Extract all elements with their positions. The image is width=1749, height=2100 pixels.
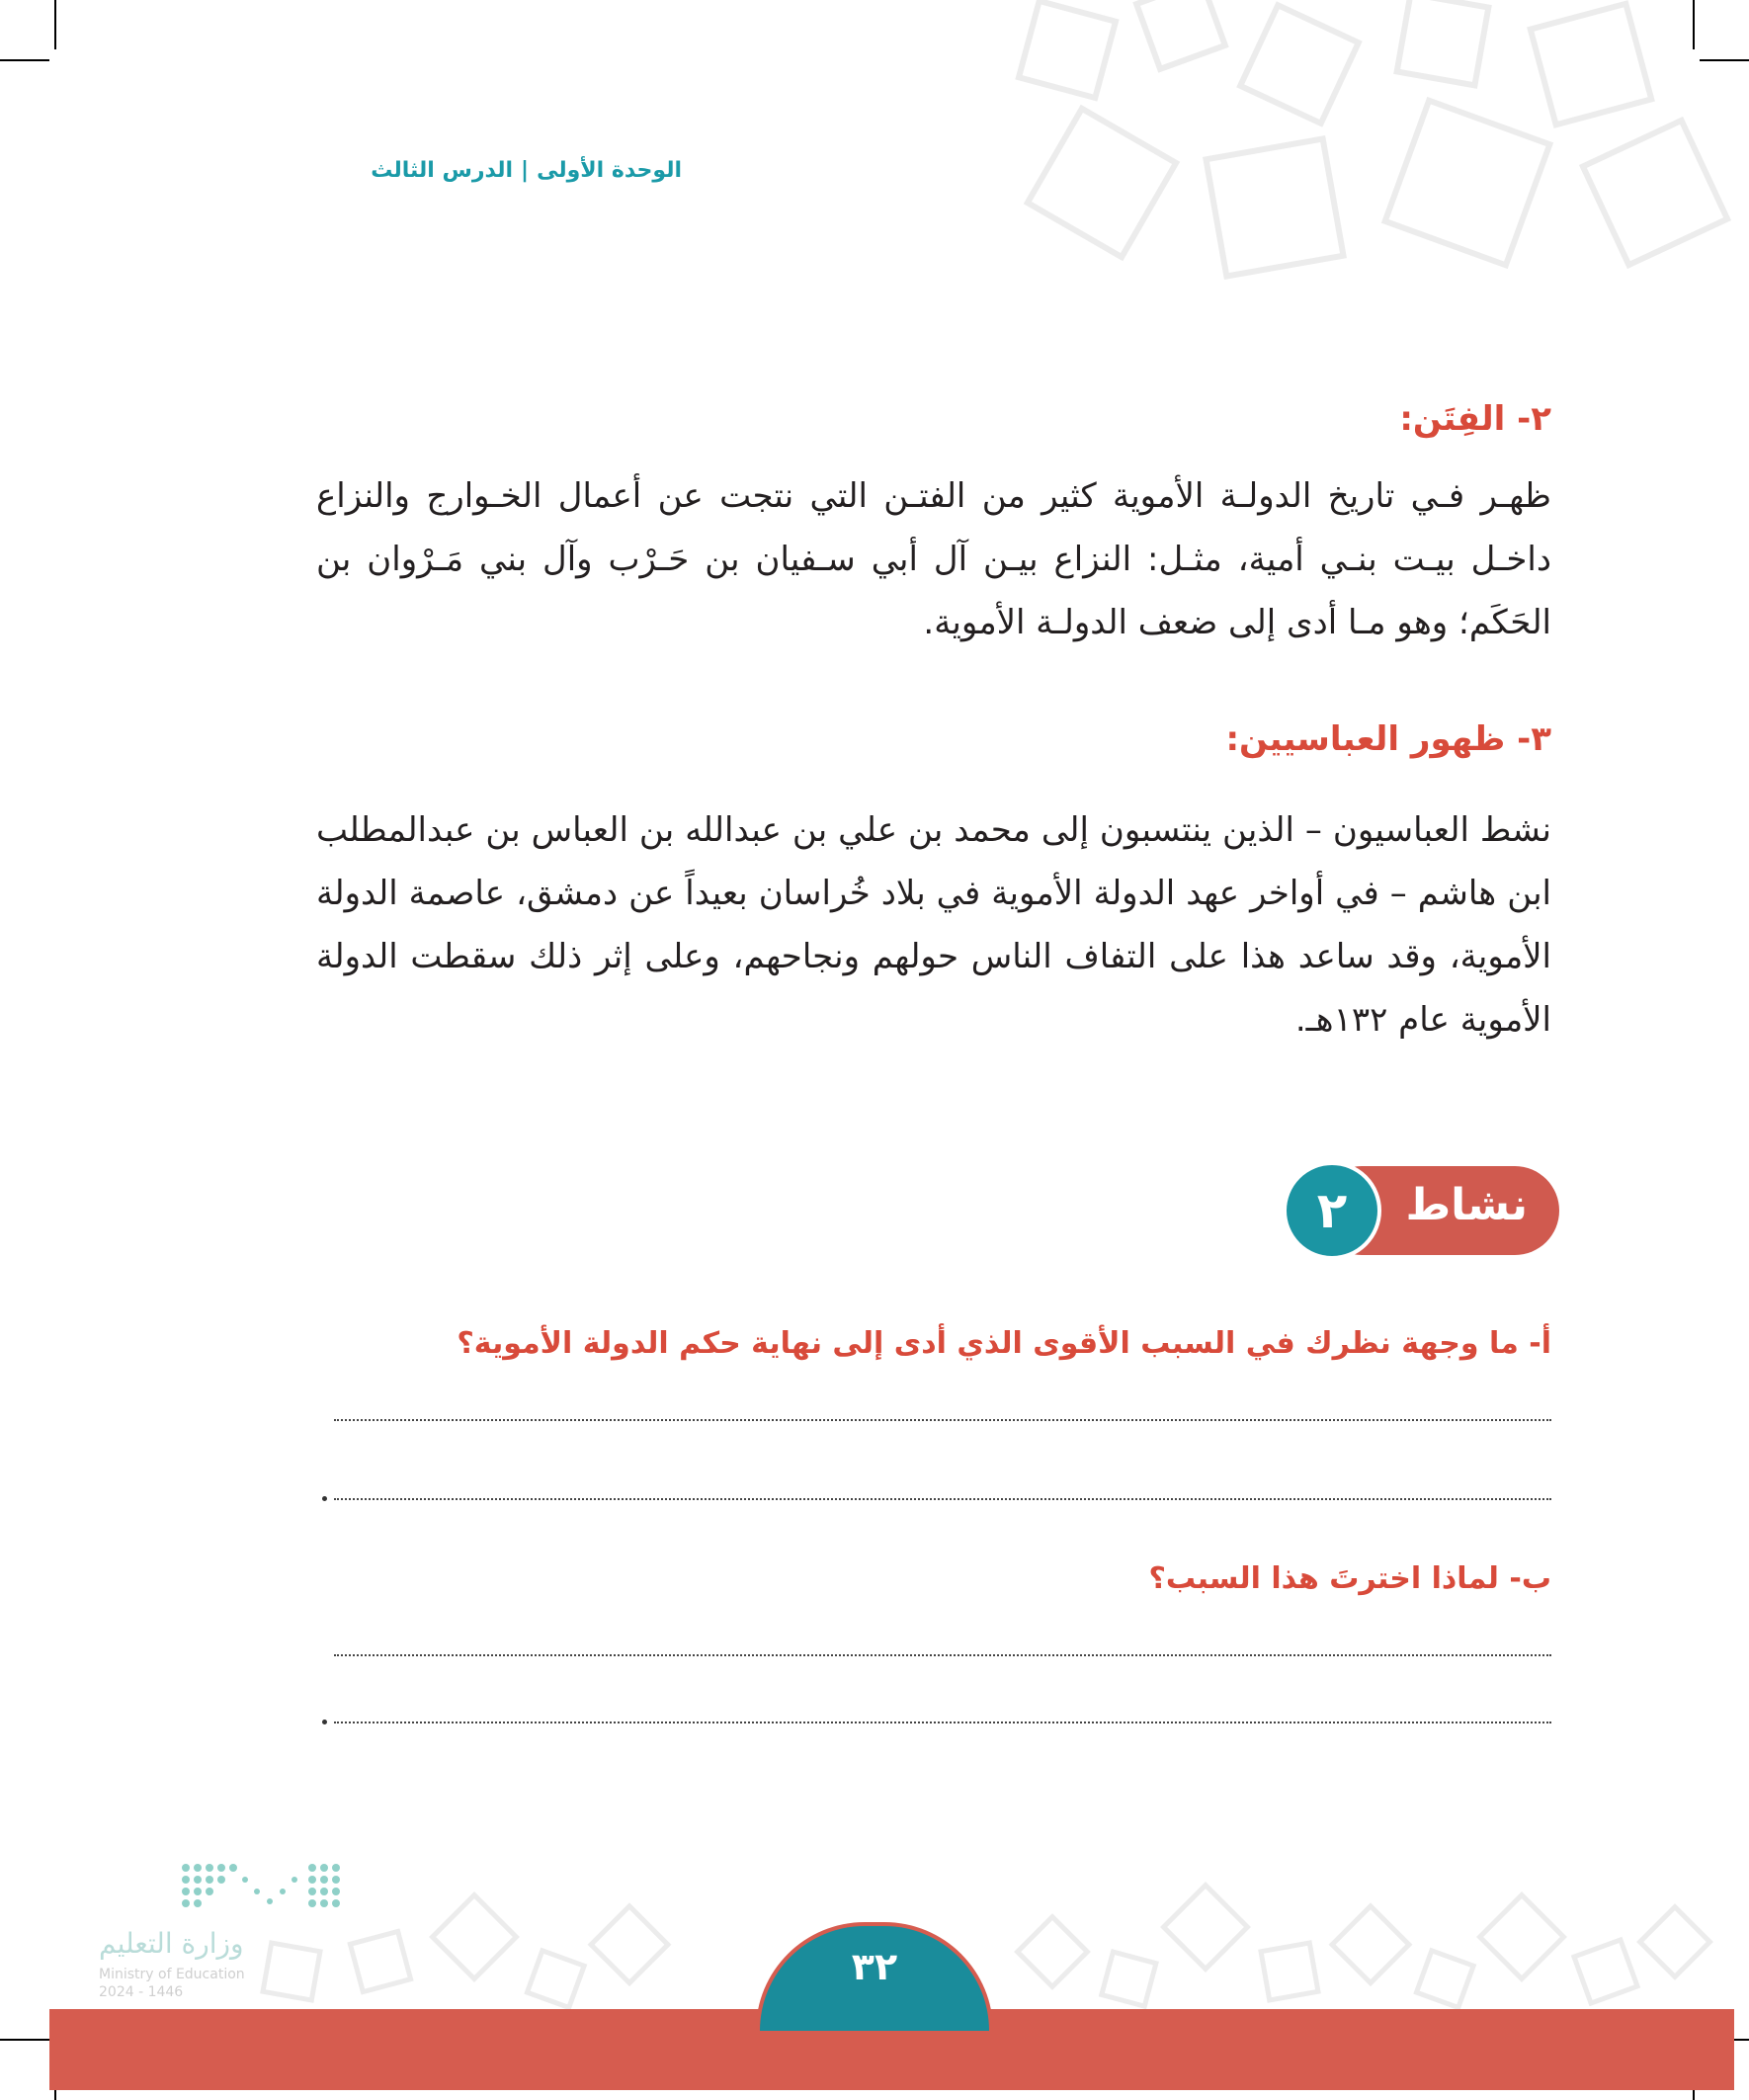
answer-line-b1[interactable] (334, 1654, 1551, 1656)
ministry-year: 2024 - 1446 (99, 1984, 184, 2000)
decorative-pattern-top (988, 0, 1749, 316)
activity-badge (1283, 1166, 1559, 1255)
breadcrumb-separator: | (521, 158, 530, 183)
ministry-name-english: Ministry of Education (99, 1967, 245, 1982)
crop-mark (54, 0, 56, 49)
activity-label: نشاط (1405, 1180, 1528, 1230)
answer-end-dot (322, 1496, 327, 1501)
question-b: ب- لماذا اخترتَ هذا السبب؟ (1148, 1561, 1551, 1596)
section-text-fitan: ظهـر فـي تاريخ الدولـة الأموية كثير من الفتـن التي نتجت عن أعمال الخـوارج والنزاع داخـل بيـت بنـي أمية، مثـل: النزاع بيـن آل أبي سـفيان بن حَـرْب وآل بني مَـرْوان بن الحَكَم؛ وهو مـا أدى إلى ضعف الدولـة الأموية. (316, 476, 1551, 642)
page-number: ٣٢ (851, 1945, 898, 1988)
answer-line-a2[interactable] (334, 1498, 1551, 1500)
question-a: أ- ما وجهة نظرك في السبب الأقوى الذي أدى إلى نهاية حكم الدولة الأموية؟ (457, 1326, 1551, 1361)
crop-mark (0, 59, 49, 61)
answer-line-a1[interactable] (334, 1419, 1551, 1421)
section-title-abbasids: ٣- ظهور العباسيين: (1225, 719, 1551, 759)
breadcrumb (287, 158, 682, 183)
answer-end-dot (322, 1720, 327, 1724)
crop-mark (0, 2039, 49, 2041)
section-text-abbasids: نشط العباسيون – الذين ينتسبون إلى محمد بن علي بن عبدالله بن العباس بن عبدالمطلب ابن هاشم – في أواخر عهد الدولة الأموية في بلاد خُراسان بعيداً عن دمشق، عاصمة الدولة الأموية، وقد ساعد هذا على التفاف الناس حولهم ونجاحهم، وعلى إثر ذلك سقطت الدولة الأموية عام ١٣٢هـ. (316, 810, 1551, 1040)
unit-label: الوحدة الأولى (537, 158, 682, 183)
lesson-label: الدرس الثالث (371, 158, 514, 183)
section-title-fitan: ٢- الفِتَن: (1399, 399, 1551, 439)
ministry-name-arabic: وزارة التعليم (99, 1927, 244, 1960)
answer-line-b2[interactable] (334, 1722, 1551, 1723)
activity-number: ٢ (1283, 1161, 1381, 1260)
